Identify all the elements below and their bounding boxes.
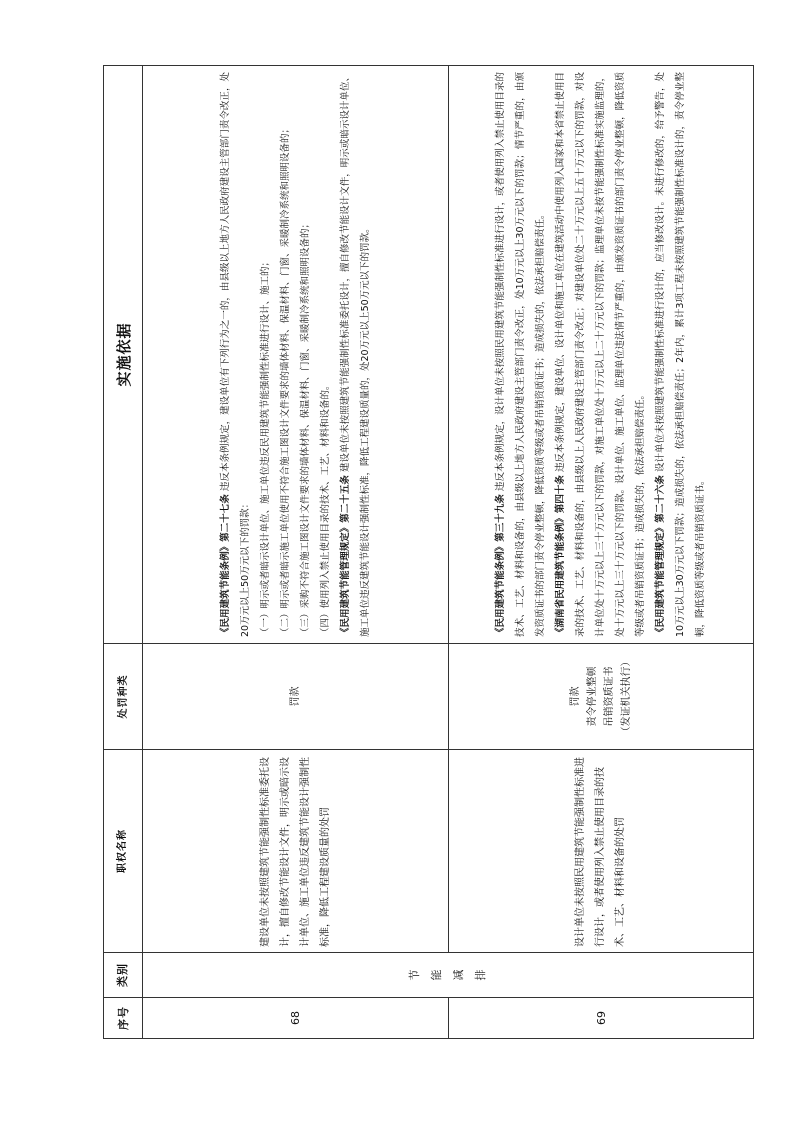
law-citation: 《民用建筑节能管理规定》第二十五条 — [339, 475, 351, 637]
basis-text: 违反本条例规定，设计单位未按照民用建筑节能强制性标准进行设计，或者使用列入禁止使用目录的技术、工艺、材料和设备的，由县级以上地方人民政府建设主管部门责令改正，处10万元以上30万元以下的罚款；情节严重的，由颁发资质证书的部门责令停业整顿，降低资质等级或者吊销资质证书；造成损失的，依法承担赔偿责任。 — [495, 72, 546, 637]
basis-paragraph — [316, 72, 336, 637]
basis-cell — [449, 66, 754, 644]
penalty-line: 责令停业整顿 — [587, 666, 598, 727]
category-cell — [143, 953, 754, 998]
basis-text: （三）采购不符合施工图设计文件要求的墙体材料、保温材料、门窗、采暖制冷系统和照明设备的； — [299, 218, 311, 637]
basis-paragraph — [491, 72, 551, 637]
basis-paragraph — [216, 72, 256, 637]
header-category: 类别 — [104, 953, 143, 998]
penalty-type — [449, 644, 754, 750]
row-number: 69 — [449, 998, 754, 1039]
basis-text: 违反本条例规定，建设单位有下列行为之一的，由县级以上地方人民政府建设主管部门责令改正，处20万元以上50万元以下的罚款： — [219, 72, 251, 637]
category-label: 节能减排 — [408, 969, 487, 981]
penalty-type: 罚款 — [143, 644, 449, 750]
basis-text: （一）明示或者暗示设计单位、施工单位违反民用建筑节能强制性标准进行设计、施工的； — [259, 256, 271, 637]
basis-paragraph — [336, 72, 376, 637]
header-name: 职权名称 — [104, 750, 143, 953]
row-number: 68 — [143, 998, 449, 1039]
power-name: 设计单位未按照民用建筑节能强制性标准进行设计，或者使用列入禁止使用目录的技术、工艺、材料和设备的处罚 — [449, 750, 754, 953]
header-basis: 实施依据 — [104, 66, 143, 644]
basis-paragraph — [256, 72, 276, 637]
penalty-line: （发证机关执行） — [621, 656, 632, 737]
basis-paragraph — [551, 72, 651, 637]
basis-text: （二）明示或者暗示施工单位使用不符合施工图设计文件要求的墙体材料、保温材料、门窗、采暖制冷系统和照明设备的； — [279, 123, 291, 637]
basis-paragraph — [296, 72, 316, 637]
law-citation: 《民用建筑节能条例》第三十九条 — [495, 494, 506, 637]
basis-text: 设计单位未按照建筑节能强制性标准进行设计的，应当修改设计。未进行修改的，给予警告，处10万元以上30万元以下罚款；造成损失的，依法承担赔偿责任；2年内，累计3项工程未按照建筑节能强制性标准设计的，责令停业整顿，降低资质等级或者吊销资质证书。 — [655, 72, 706, 637]
header-penalty: 处罚种类 — [104, 644, 143, 750]
law-citation: 《民用建筑节能管理规定》第二十六条 — [655, 475, 666, 637]
table-row — [143, 66, 449, 1039]
basis-paragraph — [651, 72, 711, 637]
table-row — [449, 66, 754, 1039]
penalty-table — [103, 65, 754, 1039]
basis-text: 违反本条例规定，建设单位、设计单位和施工单位在建筑活动中使用列入国家和本省禁止使用目录的技术、工艺、材料和设备的，由县级以上人民政府建设主管部门责令改正；对建设单位处二十万元以上五十万元以下的罚款，对设计单位处十万元以上三十万元以下的罚款，对施工单位处十万元以上二十万元以下的罚款；监理单位未按节能强制性标准实施监理的，处十万元以上三十万元以下的罚款。设计单位、施工单位、监理单位违法情节严重的，由颁发资质证书的部门责令停业整顿，降低资质等级或者吊销资质证书；造成损失的，依法承担赔偿责任。 — [555, 72, 646, 637]
penalty-line: 罚款 — [570, 686, 581, 707]
header-row — [104, 66, 143, 1039]
law-citation: 《湖南省民用建筑节能条例》第四十条 — [555, 475, 566, 637]
basis-text: （四）使用列入禁止使用目录的技术、工艺、材料和设备的。 — [319, 380, 331, 637]
penalty-line: 吊销资质证书 — [604, 666, 615, 727]
basis-paragraph — [276, 72, 296, 637]
power-name: 建设单位未按照建筑节能强制性标准委托设计，擅自修改节能设计文件，明示或暗示设计单位、施工单位违反建筑节能设计强制性标准，降低工程建设质量的处罚 — [143, 750, 449, 953]
basis-text: 建设单位未按照建筑节能强制性标准委托设计，擅自修改节能设计文件，明示或暗示设计单位、施工单位违反建筑节能设计强制性标准，降低工程建设质量的，处20万元以上50万元以下的罚款。 — [339, 72, 371, 637]
basis-cell — [143, 66, 449, 644]
header-no: 序号 — [104, 998, 143, 1039]
law-citation: 《民用建筑节能条例》第二十七条 — [219, 494, 231, 637]
